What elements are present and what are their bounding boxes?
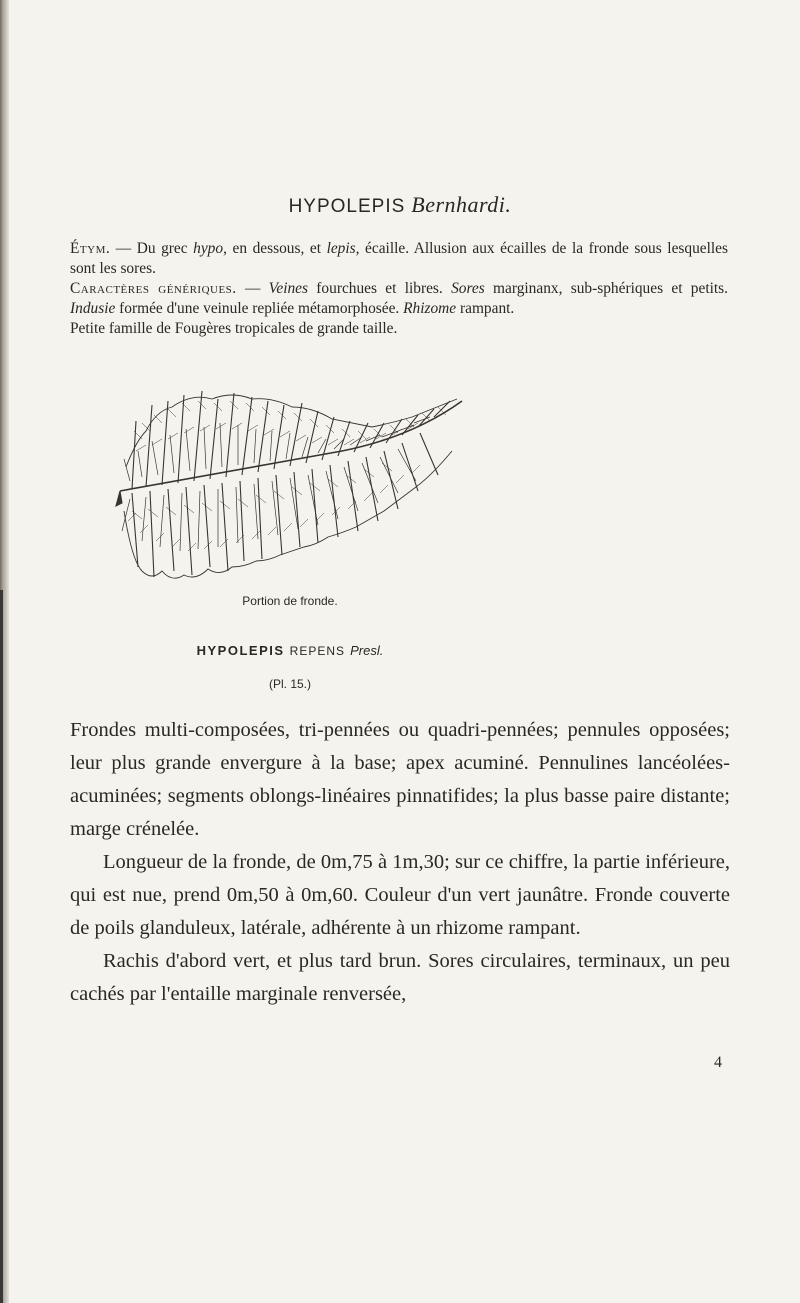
intro-block (70, 239, 728, 339)
page-title (0, 192, 800, 218)
species-epithet: REPENS (289, 644, 346, 658)
characters-text: rampant. (456, 300, 515, 317)
etymology-paragraph (70, 239, 728, 279)
description-paragraph: Rachis d'abord vert, et plus tard brun. Sores circulaires, terminaux, un peu cachés par l'entaille marginale renversée, (70, 950, 730, 1005)
species-genus: HYPOLEPIS (196, 643, 285, 658)
characters-text: marginanx, sub-sphériques et petits. (484, 280, 728, 297)
term-veines: Veines (268, 280, 308, 297)
title-species: Bernhardi. (411, 192, 512, 217)
etym-label: Étym. (70, 240, 111, 257)
title-genus: HYPOLEPIS (288, 196, 406, 217)
description-paragraph: Frondes multi-composées, tri-pennées ou quadri-pennées; pennules opposées; leur plus grande envergure à la base; apex acuminé. Pennulines lancéolées-acuminées; segments oblongs-linéaires pinnatifides; la plus basse paire distante; marge crénelée. (70, 719, 730, 840)
page-binding-shadow (0, 590, 3, 1303)
fern-frond-illustration (112, 371, 468, 583)
description-paragraph: Longueur de la fronde, de 0m,75 à 1m,30; sur ce chiffre, la partie inférieure, qui est nue, prend 0m,50 à 0m,60. Couleur d'un vert jaunâtre. Fronde couverte de poils glanduleux, latérale, adhérente à un rhizome rampant. (70, 851, 730, 939)
characters-text: — (236, 280, 269, 297)
term-rhizome: Rhizome (403, 300, 457, 317)
term-indusie: Indusie (70, 300, 116, 317)
characters-label: Caractères génériques. (70, 280, 237, 297)
characters-paragraph (70, 279, 728, 319)
etym-text: — Du grec (110, 240, 194, 257)
etym-lepis: lepis (326, 240, 356, 257)
page-number: 4 (714, 1054, 722, 1071)
characters-text: formée d'une veinule repliée métamorphosée. (115, 300, 404, 317)
description-body (70, 714, 730, 1011)
etym-hypo: hypo (193, 240, 224, 257)
characters-text: fourchues et libres. (308, 280, 452, 297)
etym-text: , en dessous, et (223, 240, 327, 257)
term-sores: Sores (451, 280, 485, 297)
species-author: Presl. (350, 643, 384, 658)
family-paragraph: Petite famille de Fougères tropicales de grande taille. (70, 320, 398, 337)
plate-reference: (Pl. 15.) (268, 677, 311, 691)
figure-caption: Portion de fronde. (242, 594, 338, 608)
species-heading (0, 643, 580, 658)
etym-text: , écaille. Allusion aux écailles de la fronde sous lesquelles sont les sores. (70, 240, 728, 277)
